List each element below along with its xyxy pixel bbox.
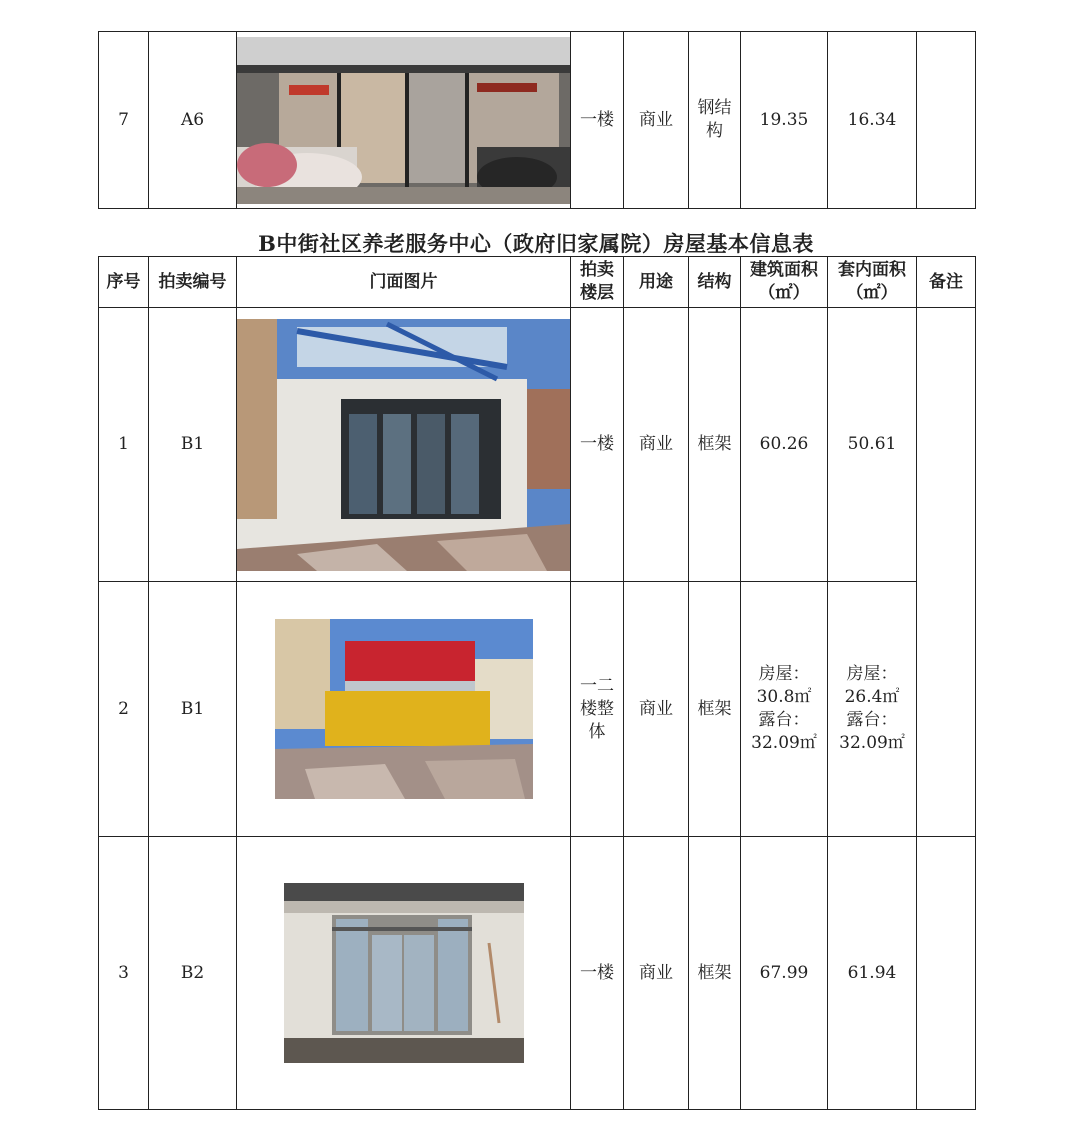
- header-seq: 序号: [99, 257, 149, 308]
- inner-area-cell: 61.94: [828, 837, 917, 1110]
- storefront-photo-b1-whole: [275, 619, 533, 799]
- table-header-row: [99, 257, 976, 308]
- table-row: [99, 837, 976, 1110]
- storefront-photo-b2: [284, 883, 524, 1063]
- building-area-cell: 19.35: [741, 32, 828, 209]
- building-area-line: 露台：: [758, 710, 810, 730]
- storefront-photo-a6: [237, 37, 570, 204]
- previous-table-fragment: [98, 31, 976, 209]
- floor-cell: 一楼: [571, 308, 624, 582]
- header-structure: 结构: [689, 257, 741, 308]
- seq-cell: 3: [99, 837, 149, 1110]
- structure-cell: 框架: [689, 582, 741, 837]
- table-row: [99, 32, 976, 209]
- header-building-area: 建筑面积（㎡）: [741, 257, 828, 308]
- inner-area-cell: 50.61: [828, 308, 917, 582]
- header-photo: 门面图片: [237, 257, 571, 308]
- seq-cell: 2: [99, 582, 149, 837]
- storefront-photo-cell: [237, 837, 571, 1110]
- building-area-cell: [741, 582, 828, 837]
- inner-area-cell: 16.34: [828, 32, 917, 209]
- inner-area-line: 房屋：: [846, 664, 898, 684]
- header-lot: 拍卖编号: [149, 257, 237, 308]
- inner-area-line: 露台：: [846, 710, 898, 730]
- table-row: [99, 308, 976, 582]
- inner-area-line: 26.4㎡: [844, 687, 900, 707]
- floor-cell: 一二楼整体: [571, 582, 624, 837]
- use-cell: 商业: [624, 582, 689, 837]
- note-cell: [917, 32, 976, 209]
- structure-cell: 框架: [689, 308, 741, 582]
- use-cell: 商业: [624, 32, 689, 209]
- building-area-cell: 60.26: [741, 308, 828, 582]
- lot-cell: A6: [149, 32, 237, 209]
- note-cell: [917, 308, 976, 837]
- header-use: 用途: [624, 257, 689, 308]
- storefront-photo-cell: [237, 582, 571, 837]
- building-area-line: 30.8㎡: [756, 687, 812, 707]
- lot-cell: B1: [149, 308, 237, 582]
- inner-area-line: 32.09㎡: [839, 733, 905, 753]
- structure-cell: 框架: [689, 837, 741, 1110]
- building-area-cell: 67.99: [741, 837, 828, 1110]
- use-cell: 商业: [624, 837, 689, 1110]
- property-info-table: [98, 256, 976, 1110]
- building-area-line: 房屋：: [758, 664, 810, 684]
- inner-area-cell: [828, 582, 917, 837]
- seq-cell: 1: [99, 308, 149, 582]
- header-floor: 拍卖楼层: [571, 257, 624, 308]
- storefront-photo-b1: [237, 319, 570, 571]
- storefront-photo-cell: [237, 308, 571, 582]
- floor-cell: 一楼: [571, 837, 624, 1110]
- header-inner-area: 套内面积（㎡）: [828, 257, 917, 308]
- storefront-photo-cell: [237, 32, 571, 209]
- floor-cell: 一楼: [571, 32, 624, 209]
- seq-cell: 7: [99, 32, 149, 209]
- building-area-line: 32.09㎡: [751, 733, 817, 753]
- structure-cell: 钢结构: [689, 32, 741, 209]
- note-cell: [917, 837, 976, 1110]
- table-title: B中街社区养老服务中心（政府旧家属院）房屋基本信息表: [258, 231, 814, 256]
- lot-cell: B2: [149, 837, 237, 1110]
- header-note: 备注: [917, 257, 976, 308]
- use-cell: 商业: [624, 308, 689, 582]
- table-row: [99, 582, 976, 837]
- lot-cell: B1: [149, 582, 237, 837]
